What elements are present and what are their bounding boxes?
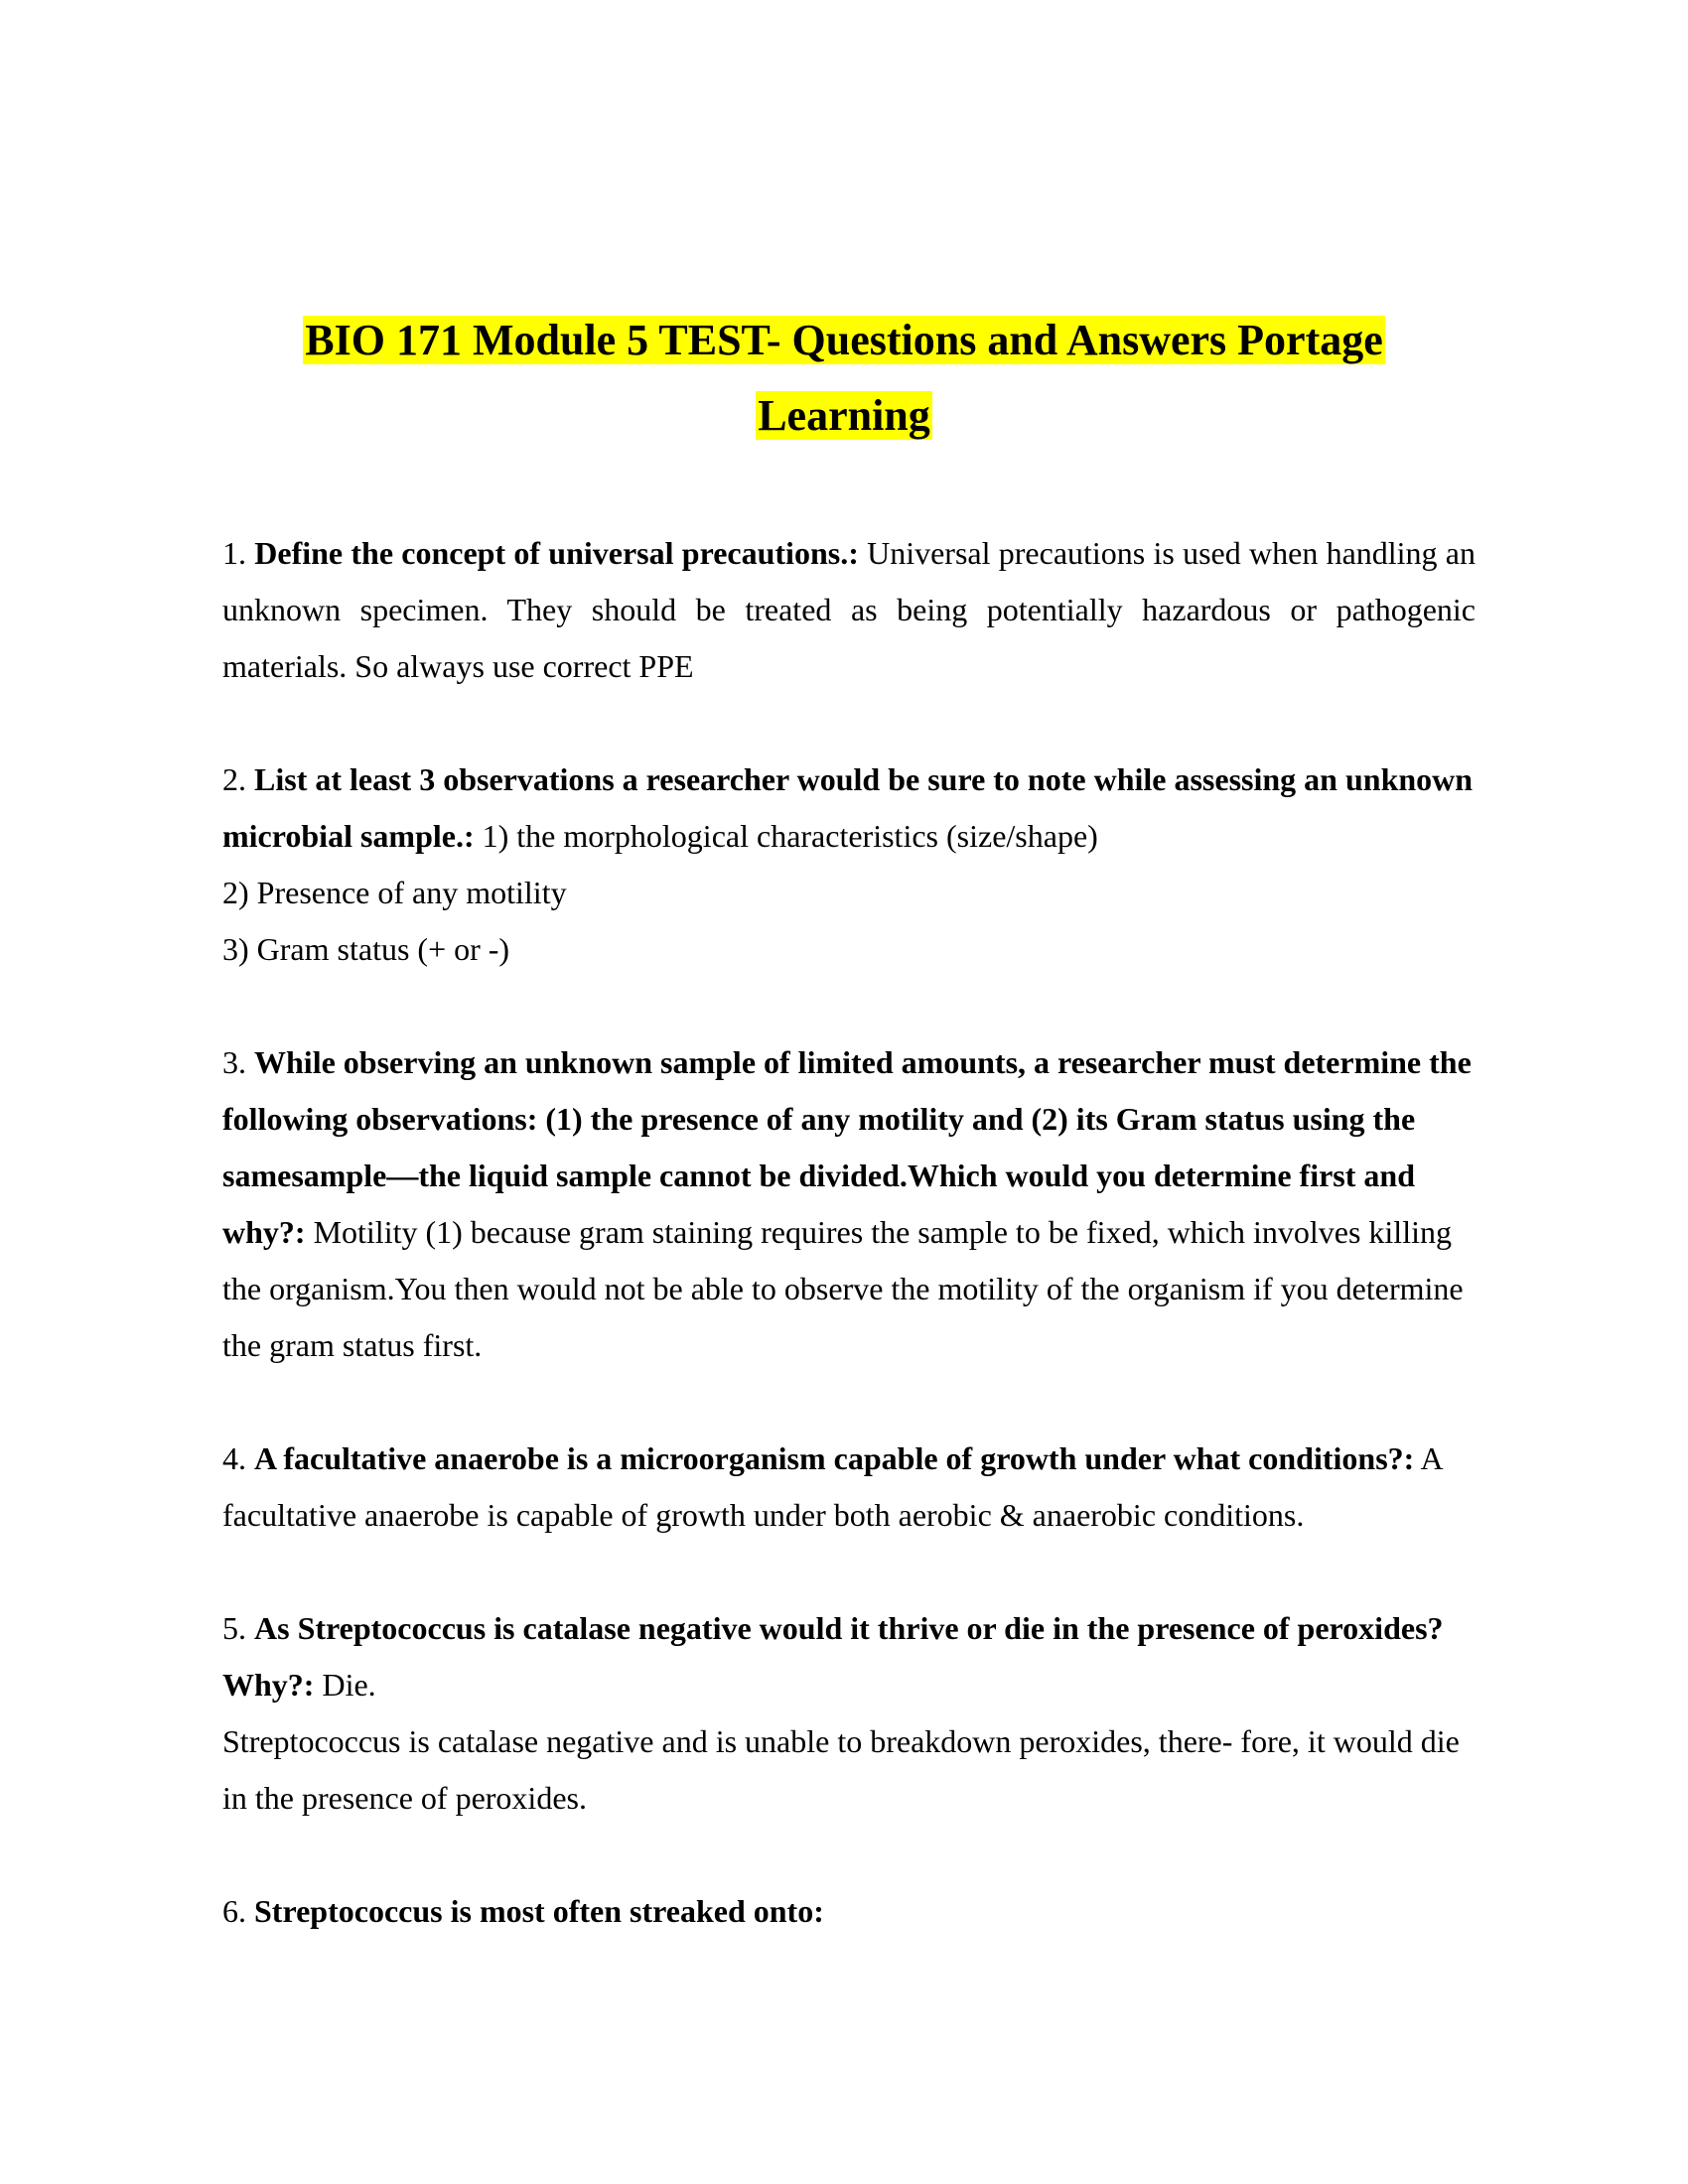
answer-line-3: 3) Gram status (+ or -) xyxy=(222,931,510,967)
question-text: While observing an unknown sample of limited amounts, a researcher must determine the following observations: (1) the presence of any motility and (2) its Gram status using the samesample—the liquid sample cannot be divided.Which would you determine first and why?: xyxy=(222,1044,1472,1250)
answer-text: A facultative anaerobe is capable of growth under both aerobic & anaerobic conditions. xyxy=(222,1440,1442,1533)
question-number: 4. xyxy=(222,1440,246,1476)
question-number: 2. xyxy=(222,761,246,797)
question-text-line-1: As Streptococcus is catalase negative would it thrive or die in the presence of peroxides? xyxy=(254,1610,1444,1646)
question-4 xyxy=(222,1431,1476,1544)
answer-line-2: Streptococcus is catalase negative and is unable to breakdown peroxides, there- fore, it would die in the presence of peroxides. xyxy=(222,1723,1460,1816)
question-3 xyxy=(222,1034,1476,1374)
question-1 xyxy=(222,525,1476,695)
answer-text: Universal precautions is used when handling an unknown specimen. They should be treated as being potentially hazardous or pathogenic materials. So always use correct PPE xyxy=(222,535,1476,684)
title-line-2: Learning xyxy=(758,391,930,440)
question-number: 3. xyxy=(222,1044,246,1080)
answer-line-2: 2) Presence of any motility xyxy=(222,875,567,910)
question-number: 1. xyxy=(222,535,246,571)
question-text-line-2: Why?: xyxy=(222,1667,315,1703)
question-text: A facultative anaerobe is a microorganism capable of growth under what conditions?: xyxy=(254,1440,1415,1476)
document-title xyxy=(199,303,1489,454)
question-6 xyxy=(222,1883,1476,1940)
question-2 xyxy=(222,751,1476,978)
question-number: 6. xyxy=(222,1893,246,1929)
question-text: Define the concept of universal precautions.: xyxy=(254,535,859,571)
answer-text: Motility (1) because gram staining requires the sample to be fixed, which involves killing the organism.You then would not be able to observe the motility of the organism if you determine the gram status first. xyxy=(222,1214,1464,1363)
question-5 xyxy=(222,1600,1476,1827)
question-number: 5. xyxy=(222,1610,246,1646)
question-text: Streptococcus is most often streaked onto: xyxy=(254,1893,824,1929)
title-line-1: BIO 171 Module 5 TEST- Questions and Answers Portage xyxy=(305,316,1383,364)
answer-line-1: Die. xyxy=(322,1667,376,1703)
question-text: List at least 3 observations a researcher would be sure to note while assessing an unknown microbial sample.: xyxy=(222,761,1474,854)
answer-line-1: 1) the morphological characteristics (size/shape) xyxy=(482,818,1098,854)
